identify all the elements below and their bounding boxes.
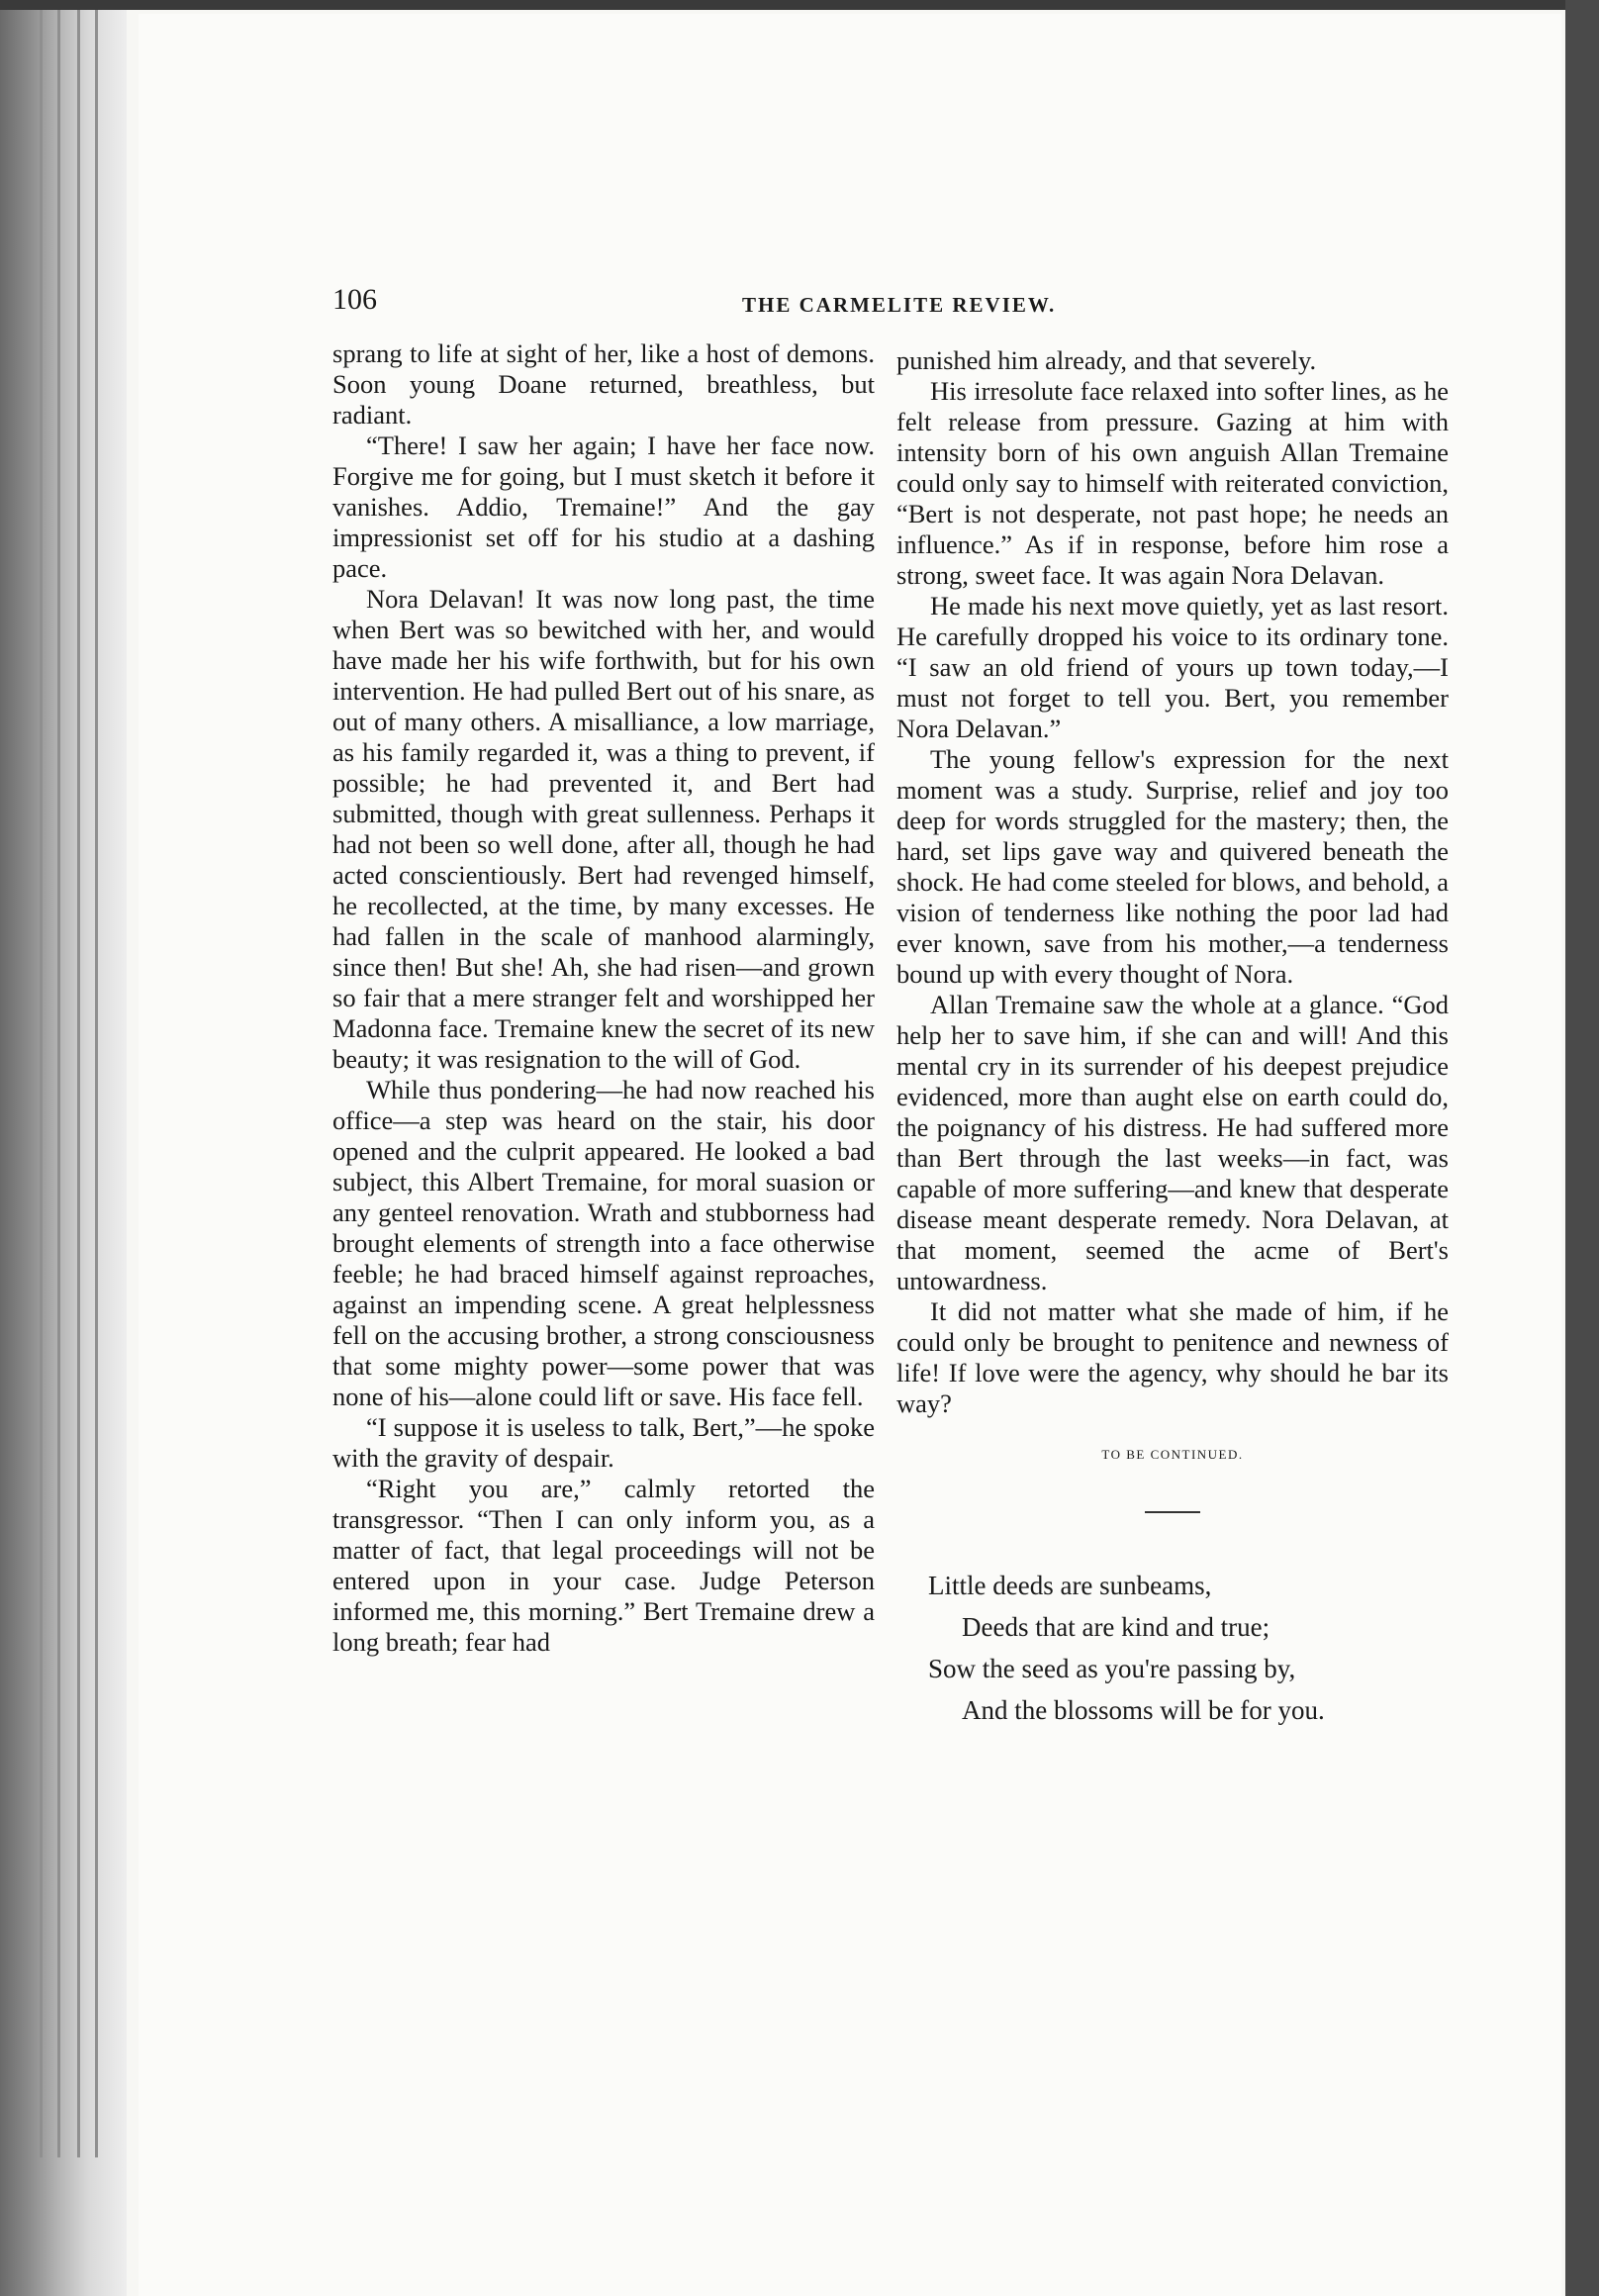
poem: [928, 1565, 1449, 1731]
paragraph: sprang to life at sight of her, like a host of demons. Soon young Doane returned, breathless, but radiant.: [332, 338, 875, 430]
text-column-left: [332, 338, 875, 1658]
poem-line: Sow the seed as you're passing by,: [928, 1654, 1296, 1683]
paragraph: It did not matter what she made of him, if he could only be brought to penitence and newness of life! If love were the agency, why should he bar its way?: [896, 1296, 1449, 1418]
scan-top-edge: [0, 0, 1599, 10]
paragraph: The young fellow's expression for the next moment was a study. Surprise, relief and joy too deep for words struggled for the mastery; then, the hard, set lips gave way and quivered beneath the shock. He had come steeled for blows, and behold, a vision of tenderness like nothing the poor lad had ever known, save from his mother,—a tenderness bound up with every thought of Nora.: [896, 744, 1449, 989]
paragraph: While thus pondering—he had now reached his office—a step was heard on the stair, his door opened and the culprit appeared. He looked a bad subject, this Albert Tremaine, for moral suasion or any genteel renovation. Wrath and stubborness had brought elements of strength into a face otherwise feeble; he had braced himself against reproaches, against an impending scene. A great helplessness fell on the accusing brother, a strong consciousness that some mighty power—some power that was none of his—alone could lift or save. His face fell.: [332, 1075, 875, 1411]
poem-line: Deeds that are kind and true;: [962, 1612, 1270, 1642]
paragraph: Nora Delavan! It was now long past, the time when Bert was so bewitched with her, and would have made her his wife forthwith, but for his own intervention. He had pulled Bert out of his snare, as out of many others. A misalliance, a low marriage, as his family regarded it, was a thing to prevent, if possible; he had prevented it, and Bert had submitted, though with great sullenness. Perhaps it had not been so well done, after all, though he had acted conscientiously. Bert had revenged himself, he recollected, at the time, by many excesses. He had fallen in the scale of manhood alarmingly, since then! But she! Ah, she had risen—and grown so fair that a mere stranger felt and worshipped her Madonna face. Tremaine knew the secret of its new beauty; it was resignation to the will of God.: [332, 584, 875, 1074]
paragraph: “There! I saw her again; I have her face now. Forgive me for going, but I must sketch it before it vanishes. Addio, Tremaine!” And the gay impressionist set off for his studio at a dashing pace.: [332, 430, 875, 583]
poem-line: Little deeds are sunbeams,: [928, 1571, 1212, 1600]
paragraph: Allan Tremaine saw the whole at a glance. “God help her to save him, if she can and will! And this mental cry in its surrender of his deepest prejudice evidenced, more than aught else on earth could do, the poignancy of his distress. He had suffered more than Bert through the last weeks—in fact, was capable of more suffering—and knew that desperate disease meant desperate remedy. Nora Delavan, at that moment, seemed the acme of Bert's untowardness.: [896, 990, 1449, 1295]
to-be-continued-note: TO BE CONTINUED.: [1101, 1447, 1244, 1462]
book-spine: [0, 10, 127, 2296]
spine-page-edge-line: [77, 10, 80, 2157]
poem-line: And the blossoms will be for you.: [962, 1695, 1325, 1725]
scan-right-edge: [1565, 0, 1599, 2296]
paragraph: His irresolute face relaxed into softer lines, as he felt release from pressure. Gazing at him with intensity born of his own anguish Allan Tremaine could only say to himself with reiterated conviction, “Bert is not desperate, not past hope; he needs an influence.” As if in response, before him rose a strong, sweet face. It was again Nora Delavan.: [896, 376, 1449, 590]
paragraph: punished him already, and that severely.: [896, 345, 1317, 375]
spine-page-edge-line: [57, 10, 60, 2157]
text-column-right: [896, 345, 1449, 1731]
paragraph: He made his next move quietly, yet as last resort. He carefully dropped his voice to its ordinary tone. “I saw an old friend of yours up town today,—I must not forget to tell you. Bert, you remember Nora Delavan.”: [896, 591, 1449, 743]
page-number: 106: [332, 283, 377, 316]
spine-page-edge-line: [95, 10, 98, 2157]
section-divider: [1145, 1511, 1200, 1513]
paragraph: “Right you are,” calmly retorted the transgressor. “Then I can only inform you, as a matter of fact, that legal proceedings will not be entered upon in your case. Judge Peterson informed me, this morning.” Bert Tremaine drew a long breath; fear had: [332, 1474, 875, 1657]
paragraph: “I suppose it is useless to talk, Bert,”—he spoke with the gravity of despair.: [332, 1412, 875, 1473]
running-head: THE CARMELITE REVIEW.: [742, 293, 1057, 317]
spine-page-edge-line: [40, 10, 43, 2157]
